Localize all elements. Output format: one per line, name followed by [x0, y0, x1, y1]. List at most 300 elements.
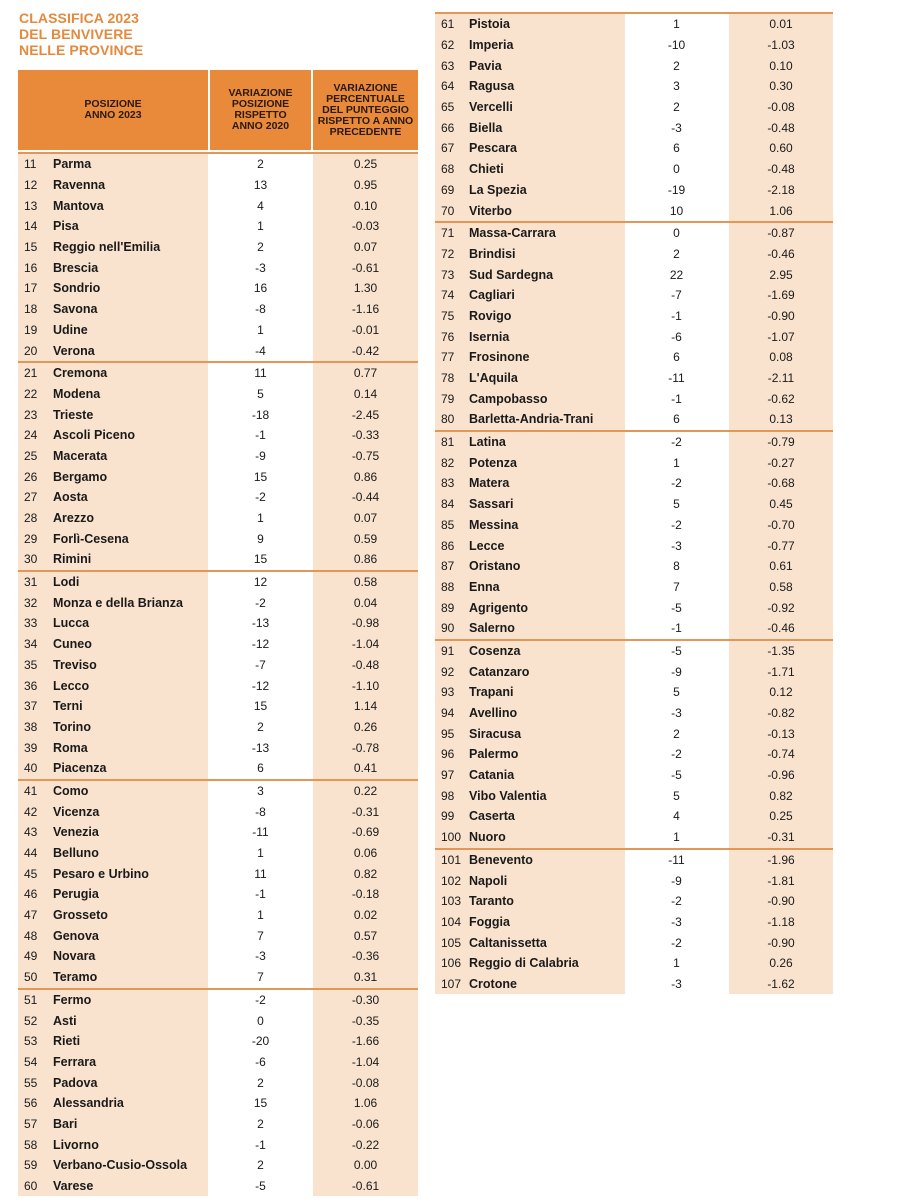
rank-change-cell: -19 — [667, 182, 686, 197]
title-line: NELLE PROVINCE — [19, 42, 144, 58]
table-row — [18, 843, 418, 864]
province-name: Arezzo — [53, 511, 94, 526]
province-name: Lecce — [469, 538, 505, 553]
table-row — [18, 1031, 418, 1052]
province-name: Ragusa — [469, 79, 515, 94]
score-change-cell: 0.14 — [353, 386, 378, 401]
rank-cell: 92 — [441, 664, 455, 679]
row-group — [435, 221, 833, 430]
score-change-cell: -0.61 — [351, 1179, 380, 1194]
row-group — [18, 779, 418, 988]
rank-cell: 84 — [441, 497, 455, 512]
rank-change-cell: -5 — [671, 768, 682, 783]
province-name: Modena — [53, 386, 101, 401]
rank-change-cell: 0 — [673, 162, 680, 177]
table-row — [435, 870, 833, 891]
score-change-cell: -1.62 — [767, 976, 795, 991]
rank-change-cell: -9 — [671, 873, 682, 888]
province-name: Brindisi — [469, 246, 516, 261]
province-name: Terni — [53, 699, 83, 714]
rank-change-cell: 9 — [257, 531, 264, 546]
table-row — [435, 452, 833, 473]
score-change-cell: -0.68 — [767, 476, 795, 491]
score-change-cell: -0.22 — [351, 1137, 380, 1152]
score-change-cell: 0.95 — [353, 178, 378, 193]
table-row — [18, 946, 418, 967]
score-change-cell: -0.31 — [351, 804, 380, 819]
rank-change-cell: -2 — [255, 595, 266, 610]
header-rank-change — [210, 70, 311, 150]
rank-change-cell: -1 — [255, 887, 266, 902]
table-row — [18, 363, 418, 384]
rank-cell: 55 — [24, 1075, 38, 1090]
rank-change-cell: -7 — [671, 288, 682, 303]
rank-cell: 12 — [24, 178, 38, 193]
rank-cell: 106 — [441, 956, 462, 971]
rank-change-cell: -20 — [251, 1034, 270, 1049]
rank-change-cell: -1 — [671, 391, 682, 406]
rank-cell: 11 — [24, 157, 37, 172]
rank-change-cell: -5 — [671, 643, 682, 658]
table-row — [435, 306, 833, 327]
province-name: Belluno — [53, 846, 99, 861]
table-row — [18, 717, 418, 738]
province-name: Taranto — [469, 894, 514, 909]
score-change-cell: 0.13 — [769, 412, 793, 427]
table-row — [18, 613, 418, 634]
rank-cell: 43 — [24, 825, 38, 840]
score-change-cell: -0.90 — [767, 894, 795, 909]
rank-cell: 99 — [441, 809, 455, 824]
score-change-cell: -0.13 — [767, 726, 795, 741]
rank-cell: 54 — [24, 1054, 38, 1069]
rank-cell: 87 — [441, 559, 455, 574]
rank-change-cell: 2 — [257, 1075, 264, 1090]
score-change-cell: -2.18 — [767, 182, 795, 197]
rank-change-cell: 7 — [257, 928, 264, 943]
rank-cell: 72 — [441, 246, 455, 261]
table-row — [435, 682, 833, 703]
score-change-cell: -0.82 — [767, 706, 795, 721]
rank-cell: 39 — [24, 740, 38, 755]
province-name: Savona — [53, 302, 98, 317]
header-line: RISPETTO — [234, 109, 287, 121]
province-name: Crotone — [469, 976, 517, 991]
score-change-cell: 0.08 — [769, 350, 793, 365]
table-row — [18, 758, 418, 779]
score-change-cell: -0.90 — [767, 935, 795, 950]
province-name: Rovigo — [469, 308, 512, 323]
score-change-cell: -0.74 — [767, 747, 795, 762]
rank-change-cell: 5 — [257, 386, 264, 401]
score-change-cell: -0.62 — [767, 391, 795, 406]
score-change-cell: 0.25 — [769, 809, 793, 824]
table-header — [18, 70, 418, 152]
rank-change-cell: 6 — [673, 141, 680, 156]
rank-cell: 48 — [24, 928, 38, 943]
rank-cell: 29 — [24, 531, 38, 546]
rank-change-cell: -11 — [668, 852, 685, 867]
rank-cell: 82 — [441, 455, 455, 470]
table-row — [435, 244, 833, 265]
table-row — [18, 278, 418, 299]
table-row — [435, 388, 833, 409]
table-row — [435, 850, 833, 871]
rank-change-cell: -12 — [251, 637, 270, 652]
province-name: Monza e della Brianza — [53, 595, 183, 610]
table-row — [435, 703, 833, 724]
rank-cell: 93 — [441, 685, 455, 700]
table-row — [435, 515, 833, 536]
rank-change-cell: 6 — [673, 412, 680, 427]
province-name: Pistoia — [469, 17, 510, 32]
province-name: Ascoli Piceno — [53, 428, 135, 443]
province-name: Bari — [53, 1116, 78, 1131]
rank-cell: 88 — [441, 579, 455, 594]
table-body — [435, 12, 833, 994]
rank-cell: 66 — [441, 120, 455, 135]
rank-cell: 100 — [441, 830, 462, 845]
table-row — [435, 138, 833, 159]
province-name: Trapani — [469, 685, 514, 700]
score-change-cell: -1.96 — [767, 852, 795, 867]
score-change-cell: -0.03 — [351, 219, 380, 234]
rank-change-cell: -1 — [671, 621, 682, 636]
table-row — [18, 781, 418, 802]
rank-cell: 91 — [441, 643, 455, 658]
province-name: L'Aquila — [469, 371, 518, 386]
table-row — [435, 661, 833, 682]
ranking-table-left — [18, 70, 418, 1196]
table-row — [435, 159, 833, 180]
score-change-cell: 0.86 — [353, 469, 378, 484]
title-line: CLASSIFICA 2023 — [19, 10, 140, 26]
rank-change-cell: 1 — [673, 17, 680, 32]
rank-change-cell: -13 — [251, 616, 270, 631]
rank-cell: 90 — [441, 621, 455, 636]
province-name: Forlì-Cesena — [53, 531, 129, 546]
rank-cell: 28 — [24, 511, 38, 526]
score-change-cell: -1.35 — [767, 643, 795, 658]
rank-change-cell: 4 — [257, 198, 264, 213]
table-row — [435, 264, 833, 285]
rank-change-cell: 2 — [673, 726, 680, 741]
score-change-cell: 0.26 — [353, 719, 378, 734]
score-change-cell: -0.01 — [351, 322, 380, 337]
score-change-cell: -0.18 — [351, 887, 380, 902]
rank-change-cell: 4 — [673, 809, 680, 824]
rank-change-cell: -3 — [255, 260, 266, 275]
province-name: Cuneo — [53, 637, 92, 652]
rank-cell: 22 — [24, 386, 38, 401]
province-name: Massa-Carrara — [469, 226, 556, 241]
header-line: PERCENTUALE — [326, 92, 405, 105]
score-change-cell: 1.06 — [353, 1096, 378, 1111]
row-group — [435, 430, 833, 639]
province-name: Udine — [53, 322, 88, 337]
score-change-cell: -0.78 — [351, 740, 380, 755]
score-change-cell: 0.25 — [353, 157, 378, 172]
score-change-cell: -0.69 — [351, 825, 380, 840]
rank-cell: 17 — [24, 281, 38, 296]
score-change-cell: -1.66 — [351, 1034, 380, 1049]
province-name: Parma — [53, 157, 92, 172]
table-row — [18, 696, 418, 717]
table-row — [18, 1155, 418, 1176]
header-line: VARIAZIONE — [333, 81, 398, 94]
score-change-cell: -0.35 — [351, 1013, 380, 1028]
rank-change-cell: 13 — [253, 178, 268, 193]
rank-change-cell: -2 — [671, 935, 682, 950]
rank-cell: 23 — [24, 407, 38, 422]
rank-cell: 52 — [24, 1013, 38, 1028]
rank-cell: 41 — [24, 783, 38, 798]
province-name: Sassari — [469, 497, 514, 512]
rank-change-cell: 15 — [253, 552, 268, 567]
rank-change-cell: -1 — [671, 308, 682, 323]
rank-change-cell: 6 — [257, 761, 264, 776]
rank-cell: 76 — [441, 329, 455, 344]
table-row — [18, 1114, 418, 1135]
rank-cell: 77 — [441, 350, 455, 365]
rank-change-cell: -3 — [671, 976, 682, 991]
rank-cell: 64 — [441, 79, 455, 94]
province-name: Reggio nell'Emilia — [53, 240, 161, 255]
rank-change-cell: 0 — [257, 1013, 264, 1028]
table-row — [435, 97, 833, 118]
table-row — [18, 675, 418, 696]
province-name: Sud Sardegna — [469, 267, 554, 282]
table-row — [435, 76, 833, 97]
table-row — [18, 404, 418, 425]
province-name: Rieti — [53, 1034, 81, 1049]
row-group — [435, 639, 833, 848]
score-change-cell: 0.86 — [353, 552, 378, 567]
table-row — [435, 432, 833, 453]
rank-change-cell: -2 — [671, 517, 682, 532]
table-body — [18, 152, 418, 1196]
table-row — [435, 223, 833, 244]
rank-change-cell: 1 — [257, 908, 264, 923]
table-row — [435, 494, 833, 515]
rank-change-cell: -3 — [671, 914, 682, 929]
table-row — [435, 347, 833, 368]
rank-cell: 51 — [24, 992, 38, 1007]
score-change-cell: 0.06 — [353, 846, 378, 861]
province-name: Verona — [53, 343, 95, 358]
rank-change-cell: 3 — [257, 783, 264, 798]
rank-change-cell: 8 — [673, 559, 680, 574]
province-name: Padova — [53, 1075, 98, 1090]
score-change-cell: -0.31 — [767, 830, 795, 845]
score-change-cell: -0.33 — [351, 428, 380, 443]
province-name: Bergamo — [53, 469, 108, 484]
score-change-cell: 0.22 — [353, 783, 378, 798]
rank-cell: 79 — [441, 391, 455, 406]
rank-cell: 57 — [24, 1116, 38, 1131]
province-name: Livorno — [53, 1137, 99, 1152]
score-change-cell: -0.08 — [767, 100, 795, 115]
rank-cell: 68 — [441, 162, 455, 177]
rank-cell: 25 — [24, 448, 38, 463]
score-change-cell: -0.98 — [351, 616, 380, 631]
rank-change-cell: 7 — [673, 579, 680, 594]
score-change-cell: -0.90 — [767, 308, 795, 323]
province-name: Napoli — [469, 873, 508, 888]
rank-change-cell: -13 — [251, 740, 270, 755]
score-change-cell: -0.70 — [767, 517, 795, 532]
province-name: Cosenza — [469, 643, 521, 658]
rank-cell: 15 — [24, 240, 38, 255]
rank-cell: 19 — [24, 322, 38, 337]
rank-cell: 16 — [24, 260, 38, 275]
rank-cell: 20 — [24, 343, 38, 358]
province-name: Brescia — [53, 260, 99, 275]
table-row — [18, 446, 418, 467]
table-row — [18, 154, 418, 175]
score-change-cell: -0.92 — [767, 600, 795, 615]
province-name: Mantova — [53, 198, 104, 213]
score-change-cell: 1.14 — [353, 699, 378, 714]
score-change-cell: 0.82 — [353, 866, 378, 881]
score-change-cell: -0.30 — [351, 992, 380, 1007]
score-change-cell: -1.69 — [767, 288, 795, 303]
province-name: Novara — [53, 949, 96, 964]
table-row — [435, 285, 833, 306]
province-name: Imperia — [469, 38, 514, 53]
rank-cell: 13 — [24, 198, 38, 213]
rank-cell: 38 — [24, 719, 38, 734]
rank-change-cell: -3 — [671, 538, 682, 553]
rank-change-cell: -10 — [667, 38, 686, 53]
score-change-cell: 0.31 — [353, 970, 378, 985]
table-row — [435, 535, 833, 556]
rank-change-cell: 2 — [673, 246, 680, 261]
rank-change-cell: -9 — [255, 448, 266, 463]
rank-cell: 59 — [24, 1158, 38, 1173]
rank-change-cell: -1 — [255, 1137, 266, 1152]
rank-change-cell: 2 — [673, 100, 680, 115]
score-change-cell: 0.61 — [769, 559, 793, 574]
table-row — [18, 195, 418, 216]
header-line: POSIZIONE — [231, 98, 290, 110]
table-row — [18, 1134, 418, 1155]
province-name: Cagliari — [469, 288, 515, 303]
rank-change-cell: 15 — [253, 1096, 268, 1111]
rank-change-cell: 1 — [257, 846, 264, 861]
score-change-cell: -0.42 — [351, 343, 380, 358]
score-change-cell: 0.02 — [353, 908, 378, 923]
score-change-cell: -0.75 — [351, 448, 380, 463]
province-name: Teramo — [53, 970, 98, 985]
province-name: Rimini — [53, 552, 92, 567]
header-line: RISPETTO A ANNO — [317, 114, 414, 127]
table-row — [18, 967, 418, 988]
rank-change-cell: 11 — [254, 866, 267, 881]
province-name: Pavia — [469, 58, 502, 73]
rank-change-cell: 1 — [673, 956, 680, 971]
rank-cell: 33 — [24, 616, 38, 631]
rank-change-cell: 3 — [673, 79, 680, 94]
score-change-cell: 0.60 — [769, 141, 793, 156]
table-row — [435, 618, 833, 639]
row-group — [435, 848, 833, 995]
rank-change-cell: -8 — [255, 302, 266, 317]
rank-cell: 53 — [24, 1034, 38, 1049]
table-row — [18, 1052, 418, 1073]
province-name: Verbano-Cusio-Ossola — [53, 1158, 188, 1173]
score-change-cell: -0.79 — [767, 435, 795, 450]
province-name: Venezia — [53, 825, 99, 840]
score-change-cell: -0.87 — [767, 226, 795, 241]
province-name: Benevento — [469, 852, 533, 867]
table-row — [435, 806, 833, 827]
table-row — [18, 863, 418, 884]
score-change-cell: 0.30 — [769, 79, 793, 94]
rank-change-cell: 7 — [257, 970, 264, 985]
table-row — [18, 466, 418, 487]
rank-cell: 31 — [24, 575, 38, 590]
rank-cell: 62 — [441, 38, 455, 53]
table-row — [18, 237, 418, 258]
table-row — [18, 508, 418, 529]
rank-cell: 98 — [441, 788, 455, 803]
table-row — [18, 257, 418, 278]
rank-change-cell: 15 — [253, 699, 268, 714]
province-name: Vicenza — [53, 804, 100, 819]
header-score-change — [313, 70, 418, 150]
table-row — [18, 1010, 418, 1031]
province-name: Treviso — [53, 657, 97, 672]
rank-change-cell: 5 — [673, 685, 680, 700]
rank-cell: 81 — [441, 435, 455, 450]
rank-cell: 34 — [24, 637, 38, 652]
table-row — [435, 326, 833, 347]
table-row — [435, 556, 833, 577]
rank-cell: 94 — [441, 706, 455, 721]
table-row — [18, 1072, 418, 1093]
province-name: Pesaro e Urbino — [53, 866, 149, 881]
score-change-cell: 1.06 — [769, 203, 793, 218]
province-name: Chieti — [469, 162, 504, 177]
province-name: Genova — [53, 928, 99, 943]
score-change-cell: -1.07 — [767, 329, 795, 344]
rank-change-cell: 6 — [673, 350, 680, 365]
rank-change-cell: 1 — [673, 455, 680, 470]
table-row — [18, 320, 418, 341]
score-change-cell: -0.06 — [351, 1116, 380, 1131]
province-name: Enna — [469, 579, 500, 594]
table-row — [18, 1093, 418, 1114]
table-row — [18, 801, 418, 822]
score-change-cell: -2.45 — [351, 407, 380, 422]
rank-change-cell: 11 — [254, 366, 267, 381]
province-name: Cremona — [53, 366, 108, 381]
province-name: Alessandria — [53, 1096, 124, 1111]
row-group — [18, 570, 418, 779]
province-name: Avellino — [469, 706, 518, 721]
table-row — [435, 473, 833, 494]
table-row — [18, 905, 418, 926]
rank-change-cell: -4 — [255, 343, 266, 358]
table-row — [435, 409, 833, 430]
rank-cell: 69 — [441, 182, 455, 197]
table-row — [435, 368, 833, 389]
province-name: Como — [53, 783, 89, 798]
rank-cell: 14 — [24, 219, 38, 234]
header-line: VARIAZIONE — [228, 87, 293, 99]
score-change-cell: -1.71 — [767, 664, 795, 679]
